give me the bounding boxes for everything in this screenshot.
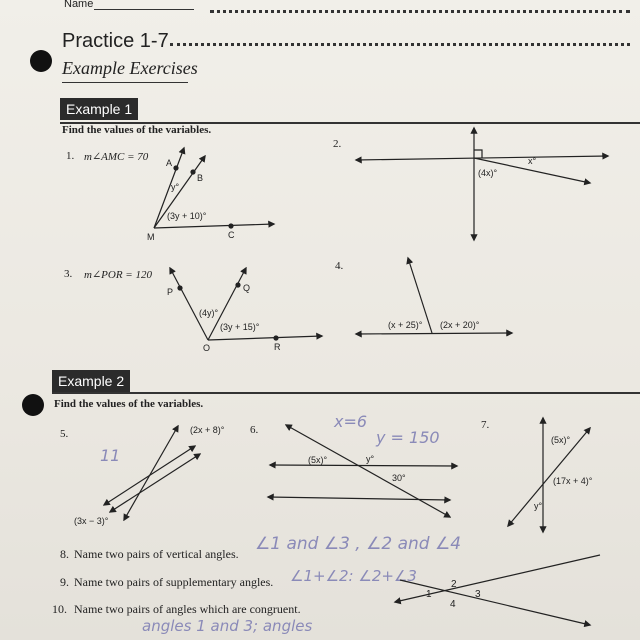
figure-problem6 bbox=[268, 425, 457, 517]
figure-problem2 bbox=[356, 128, 608, 240]
label-angle-3: 3 bbox=[475, 589, 481, 600]
problem6-number: 6. bbox=[250, 424, 259, 436]
handwritten-q9-answer: ∠1+∠2: ∠2+∠3 bbox=[290, 567, 417, 585]
example2-banner: Example 2 bbox=[52, 370, 130, 392]
problem1-number: 1. bbox=[66, 150, 75, 162]
label-angle-2: 2 bbox=[451, 579, 457, 590]
label-p2-x: x° bbox=[528, 156, 537, 166]
problem1-given: m∠AMC = 70 bbox=[84, 151, 149, 163]
figure-problem5 bbox=[104, 426, 200, 520]
page-title: Practice 1-7 bbox=[62, 30, 169, 52]
label-p7-expr: (17x + 4)° bbox=[553, 476, 593, 486]
label-p7-5x: (5x)° bbox=[551, 435, 571, 445]
question9-number: 9. bbox=[60, 575, 69, 589]
label-p7-y: y° bbox=[534, 501, 543, 511]
problem3-number: 3. bbox=[64, 268, 73, 280]
problem4-number: 4. bbox=[335, 260, 344, 272]
question10-text: Name two pairs of angles which are congruent. bbox=[74, 602, 301, 616]
handwritten-p6-x: x=6 bbox=[334, 412, 368, 431]
label-angle-1: 1 bbox=[426, 589, 432, 600]
label-p5-top: (2x + 8)° bbox=[190, 425, 225, 435]
problem5-number: 5. bbox=[60, 428, 69, 440]
question10-number: 10. bbox=[52, 602, 67, 616]
page-subtitle: Example Exercises bbox=[62, 58, 198, 78]
label-point-p: P bbox=[167, 287, 174, 297]
handwritten-p5-mark: 11 bbox=[100, 446, 121, 465]
label-p5-bottom: (3x − 3)° bbox=[74, 516, 109, 526]
label-p6-5x: (5x)° bbox=[308, 455, 328, 465]
label-p6-30: 30° bbox=[392, 473, 406, 483]
label-point-q: Q bbox=[243, 283, 251, 293]
figure-problem4 bbox=[356, 258, 512, 334]
handwritten-p6-y: y = 150 bbox=[376, 428, 440, 447]
label-point-b: B bbox=[197, 173, 204, 183]
label-p3-4y: (4y)° bbox=[199, 308, 219, 318]
handwritten-q10-answer: angles 1 and 3; angles bbox=[142, 617, 313, 635]
label-point-o: O bbox=[203, 343, 211, 353]
problem3-given: m∠POR = 120 bbox=[84, 269, 152, 281]
question8-text: Name two pairs of vertical angles. bbox=[74, 547, 239, 561]
label-angle-4: 4 bbox=[450, 599, 456, 610]
label-p1-y: y° bbox=[171, 182, 180, 192]
figure-problem7 bbox=[508, 418, 590, 532]
label-p4-right: (2x + 20)° bbox=[440, 320, 480, 330]
handwritten-q8-answer: ∠1 and ∠3 , ∠2 and ∠4 bbox=[255, 534, 462, 554]
problem7-number: 7. bbox=[481, 419, 490, 431]
example2-instruction: Find the values of the variables. bbox=[54, 398, 204, 410]
example1-instruction: Find the values of the variables. bbox=[62, 124, 212, 136]
label-p2-4x: (4x)° bbox=[478, 168, 498, 178]
question9-text: Name two pairs of supplementary angles. bbox=[74, 575, 274, 589]
question8-number: 8. bbox=[60, 547, 69, 561]
label-p1-expr: (3y + 10)° bbox=[167, 211, 207, 221]
problem2-number: 2. bbox=[333, 138, 342, 150]
label-point-r: R bbox=[274, 342, 281, 352]
label-p3-expr: (3y + 15)° bbox=[220, 322, 260, 332]
label-point-c: C bbox=[228, 230, 235, 240]
label-p6-y: y° bbox=[366, 454, 375, 464]
name-label: Name bbox=[64, 0, 94, 10]
label-point-m: M bbox=[147, 232, 155, 242]
label-p4-left: (x + 25)° bbox=[388, 320, 423, 330]
label-point-a: A bbox=[166, 158, 173, 168]
example1-banner: Example 1 bbox=[60, 98, 138, 120]
